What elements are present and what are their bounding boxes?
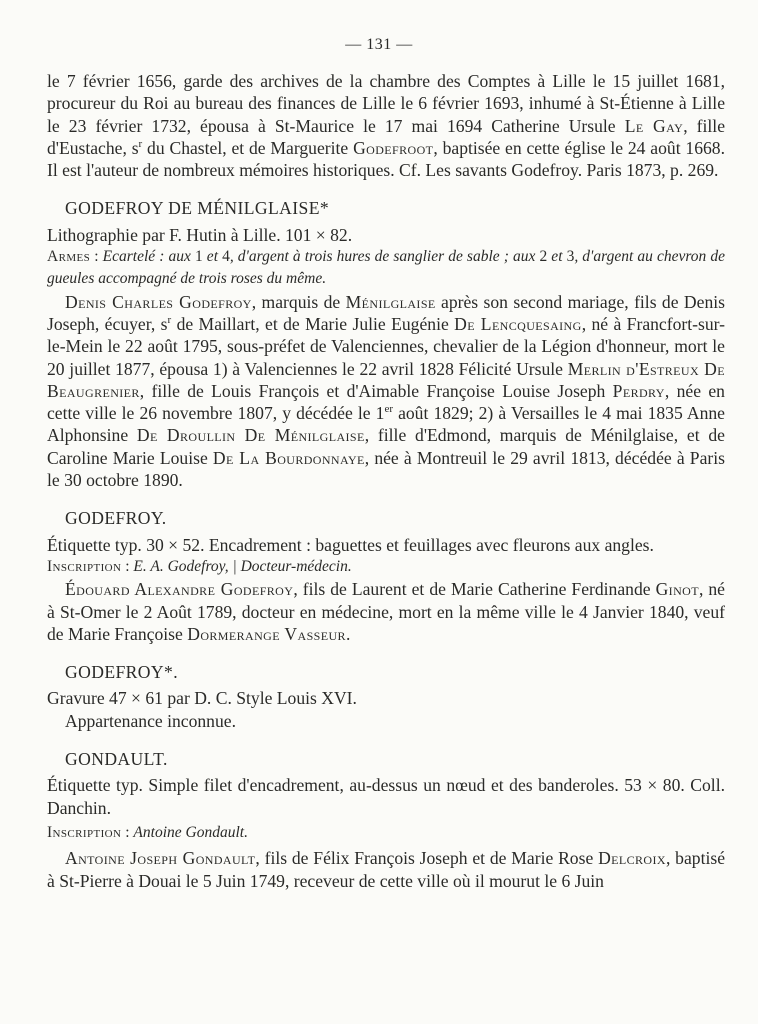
- biography-paragraph: Édouard Alexandre Godefroy, fils de Laurent et de Marie Catherine Ferdinande Ginot, né à St-Omer le 2 Août 1789, docteur en médecine, mort en la même ville le 4 Janvier 1840, veuf de Marie Françoise Dormerange Vasseur.: [47, 579, 725, 644]
- entry-heading-menilglaise: GODEFROY DE MÉNILGLAISE*: [65, 198, 330, 219]
- person-name: Godefroot: [353, 137, 434, 158]
- person-name: Merlin d'Estreux De Beaugrenier: [47, 358, 725, 401]
- person-name: Antoine Joseph Gondault: [65, 848, 256, 869]
- armes-label: Armes: [47, 248, 91, 266]
- person-name: Ménilglaise: [345, 291, 436, 312]
- inscription-label: Inscription: [47, 557, 122, 575]
- person-name: Édouard Alexandre Godefroy: [65, 579, 294, 600]
- inscription-line: Inscription : Antoine Gondault.: [47, 823, 248, 841]
- person-name: Le Gay: [624, 115, 684, 136]
- person-name: Dormerange Vasseur: [187, 623, 346, 644]
- person-name: Delcroix: [598, 848, 666, 869]
- page-content: [47, 70, 725, 892]
- person-name: Ginot: [655, 579, 699, 600]
- entry-description: Gravure 47 × 61 par D. C. Style Louis XVI.: [47, 688, 357, 709]
- person-name: De La Bourdonnaye: [212, 447, 365, 468]
- entry-description: Lithographie par F. Hutin à Lille. 101 × 82.: [47, 224, 353, 245]
- entry-heading-godefroy: GODEFROY.: [65, 508, 167, 529]
- owner-note: Appartenance inconnue.: [65, 710, 236, 731]
- biography-paragraph: Denis Charles Godefroy, marquis de Ménilglaise après son second mariage, fils de Denis Joseph, écuyer, $s^r$ de Maillart, et de Marie Julie Eugénie De Lencquesaing, né à Francfort-sur-le-Mein le 22 août 1795, sous-préfet de Valenciennes, chevalier de la Légion d'honneur, mort le 20 juillet 1877, épousa 1) à Valenciennes le 22 avril 1828 Félicité Ursule Merlin d'Estreux De Beaugrenier, fille de Louis François et d'Aimable Françoise Louise Joseph Perdry, née en cette ville le 26 novembre 1807, y décédée le 1er août 1829; 2) à Versailles le 4 mai 1835 Anne Alphonsine De Droullin De Ménilglaise, fille d'Edmond, marquis de Ménilglaise, et de Caroline Marie Louise De La Bourdonnaye, née à Montreuil le 29 avril 1813, décédée à Paris le 30 octobre 1890.: [47, 291, 726, 491]
- entry-description: Étiquette typ. 30 × 52. Encadrement : baguettes et feuillages avec fleurons aux angles.: [47, 534, 654, 555]
- entry-description: Étiquette typ. Simple filet d'encadrement, au-dessus un nœud et des banderoles. 53 × 80. Coll. Danchin.: [47, 775, 725, 818]
- person-name: De Droullin De Ménilglaise: [136, 425, 365, 446]
- continuation-paragraph: le 7 février 1656, garde des archives de la chambre des Comptes à Lille le 15 juillet 1681, procureur du Roi au bureau des finances de Lille le 6 février 1693, inhumé à St-Étienne à Lille le 23 février 1732, épousa à St-Maurice le 17 mai 1694 Catherine Ursule Le Gay, fille d'Eustache, $s^r$ du Chastel, et de Marguerite Godefroot, baptisée en cette église le 24 août 1668. Il est l'auteur de nombreux mémoires historiques. Cf. Les savants Godefroy. Paris 1873, p. 269.: [47, 71, 726, 181]
- person-name: De Lencquesaing: [454, 313, 582, 334]
- page-number: — 131 —: [345, 36, 413, 53]
- armes-line: Armes : Ecartelé : aux 1 et 4, d'argent à trois hures de sanglier de sable ; aux 2 et 3, d'argent au chevron de gueules accompagné de trois roses du même.: [47, 248, 726, 288]
- entry-heading-gondault: GONDAULT.: [65, 749, 168, 770]
- inscription-label: Inscription: [47, 823, 122, 841]
- person-name: Perdry: [612, 380, 665, 401]
- entry-heading-godefroy-star: GODEFROY*.: [65, 662, 178, 683]
- person-name: Denis Charles Godefroy: [65, 291, 252, 312]
- inscription-line: Inscription : E. A. Godefroy, | Docteur-médecin.: [47, 557, 352, 575]
- biography-paragraph: Antoine Joseph Gondault, fils de Félix François Joseph et de Marie Rose Delcroix, baptisé à St-Pierre à Douai le 5 Juin 1749, receveur de cette ville où il mourut le 6 Juin: [47, 848, 726, 891]
